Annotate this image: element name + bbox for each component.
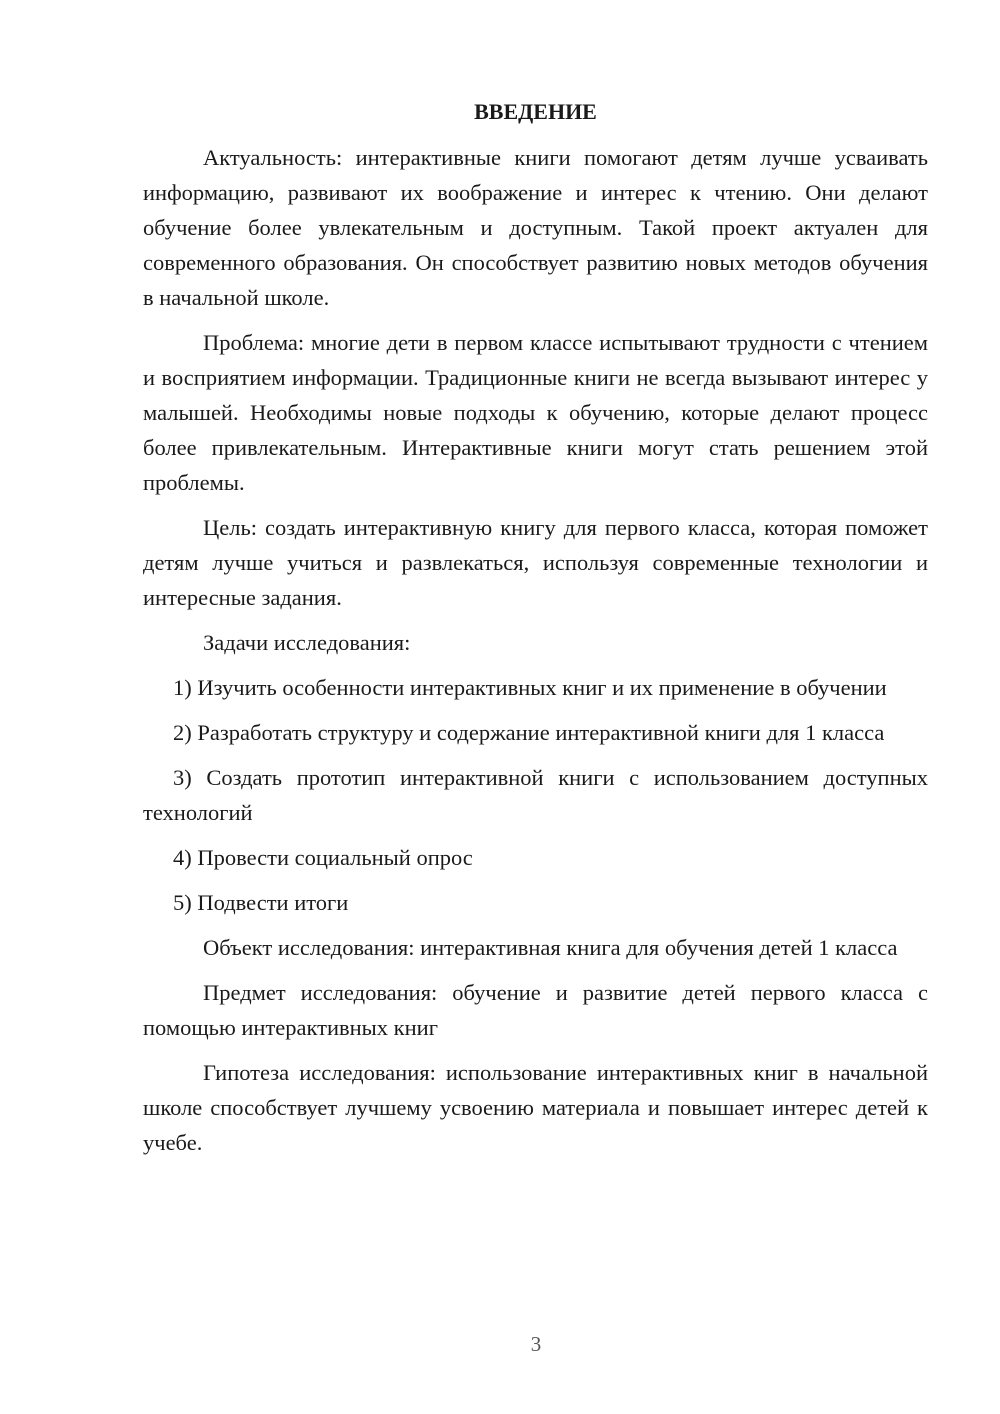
object-paragraph: Объект исследования: интерактивная книга для обучения детей 1 класса xyxy=(203,935,898,960)
task-item: 3) Создать прототип интерактивной книги с использованием доступных технологий xyxy=(143,765,928,825)
task-item: 4) Провести социальный опрос xyxy=(173,845,473,870)
goal-paragraph: Цель: создать интерактивную книгу для первого класса, которая поможет детям лучше учиться и развлекаться, используя современные технологии и интересные задания. xyxy=(143,515,928,610)
task-item: 2) Разработать структуру и содержание интерактивной книги для 1 класса xyxy=(173,720,885,745)
hypothesis-paragraph: Гипотеза исследования: использование интерактивных книг в начальной школе способствует лучшему усвоению материала и повышает интерес детей к учебе. xyxy=(143,1060,928,1155)
page-number: 3 xyxy=(530,1332,542,1356)
task-item: 5) Подвести итоги xyxy=(173,890,349,915)
page-content xyxy=(143,94,928,1170)
problem-paragraph: Проблема: многие дети в первом классе испытывают трудности с чтением и восприятием информации. Традиционные книги не всегда вызывают интерес у малышей. Необходимы новые подходы к обучению, которые делают процесс более привлекательным. Интерактивные книги могут стать решением этой проблемы. xyxy=(143,330,928,495)
section-heading: ВВЕДЕНИЕ xyxy=(474,99,597,124)
subject-paragraph: Предмет исследования: обучение и развитие детей первого класса с помощью интерактивных книг xyxy=(143,980,928,1040)
tasks-heading: Задачи исследования: xyxy=(203,630,411,655)
task-item: 1) Изучить особенности интерактивных книг и их применение в обучении xyxy=(173,675,887,700)
relevance-paragraph: Актуальность: интерактивные книги помогают детям лучше усваивать информацию, развивают их воображение и интерес к чтению. Они делают обучение более увлекательным и доступным. Такой проект актуален для современного образования. Он способствует развитию новых методов обучения в начальной школе. xyxy=(143,145,928,310)
